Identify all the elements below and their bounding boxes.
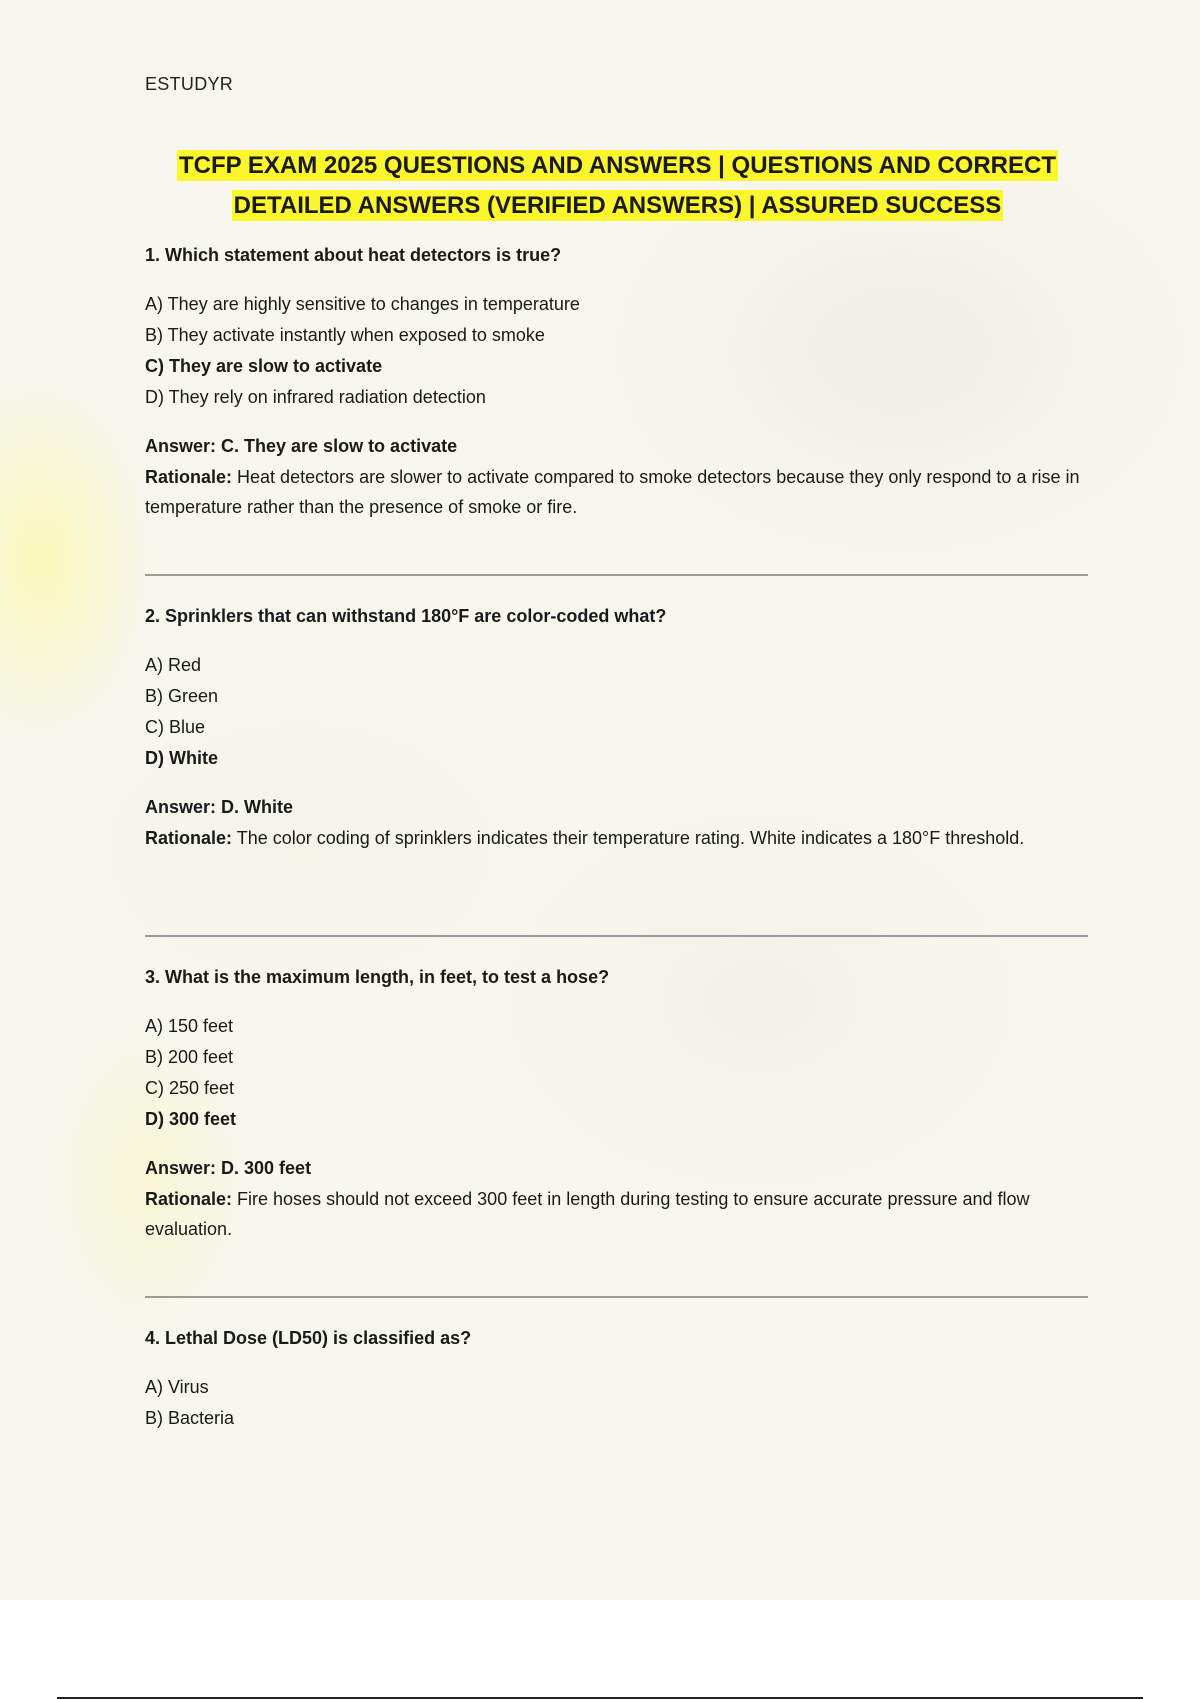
question-title: 1. Which statement about heat detectors is true? bbox=[145, 245, 562, 265]
rationale-label: Rationale: bbox=[145, 828, 233, 848]
option-b: B) 200 feet bbox=[145, 1047, 234, 1067]
option-c: C) Blue bbox=[145, 717, 206, 737]
rationale-text: The color coding of sprinklers indicates their temperature rating. White indicates a 180°F threshold. bbox=[236, 828, 1025, 848]
title-line-2: DETAILED ANSWERS (VERIFIED ANSWERS) | ASSURED SUCCESS bbox=[233, 192, 1002, 219]
answer-line: Answer: D. White bbox=[145, 797, 294, 817]
brand-label: ESTUDYR bbox=[145, 74, 234, 94]
option-b: B) They activate instantly when exposed to smoke bbox=[145, 325, 545, 345]
title-line-1: TCFP EXAM 2025 QUESTIONS AND ANSWERS | QUESTIONS AND CORRECT bbox=[178, 152, 1057, 179]
rationale-text: Heat detectors are slower to activate compared to smoke detectors because they only respond to a rise in temperature rather than the presence of smoke or fire. bbox=[145, 467, 1080, 517]
option-a: A) Red bbox=[145, 655, 202, 675]
rationale-text: Fire hoses should not exceed 300 feet in length during testing to ensure accurate pressure and flow evaluation. bbox=[145, 1189, 1030, 1239]
option-c: C) 250 feet bbox=[145, 1078, 235, 1098]
question-title: 4. Lethal Dose (LD50) is classified as? bbox=[145, 1328, 472, 1348]
option-c-correct: C) They are slow to activate bbox=[145, 356, 383, 376]
question-3 bbox=[145, 967, 1090, 1244]
page-bottom-margin bbox=[0, 1600, 1200, 1700]
option-a: A) 150 feet bbox=[145, 1016, 234, 1036]
section-divider bbox=[145, 574, 1088, 576]
rationale bbox=[145, 1184, 1085, 1244]
answer-line: Answer: C. They are slow to activate bbox=[145, 436, 458, 456]
question-1 bbox=[145, 245, 1090, 522]
option-d-correct: D) White bbox=[145, 748, 218, 768]
document-title bbox=[145, 146, 1090, 226]
rationale bbox=[145, 462, 1085, 522]
option-a: A) They are highly sensitive to changes in temperature bbox=[145, 294, 580, 314]
section-divider bbox=[145, 935, 1088, 937]
rationale-label: Rationale: bbox=[145, 467, 233, 487]
option-b: B) Bacteria bbox=[145, 1408, 235, 1428]
rationale bbox=[145, 823, 1085, 853]
option-a: A) Virus bbox=[145, 1377, 209, 1397]
option-d: D) They rely on infrared radiation detection bbox=[145, 387, 486, 407]
question-4 bbox=[145, 1328, 1090, 1434]
option-b: B) Green bbox=[145, 686, 219, 706]
rationale-label: Rationale: bbox=[145, 1189, 233, 1209]
section-divider bbox=[145, 1296, 1088, 1298]
footer-rule bbox=[57, 1697, 1143, 1699]
question-title: 2. Sprinklers that can withstand 180°F are color-coded what? bbox=[145, 606, 667, 626]
option-d-correct: D) 300 feet bbox=[145, 1109, 237, 1129]
question-2 bbox=[145, 606, 1090, 853]
question-title: 3. What is the maximum length, in feet, to test a hose? bbox=[145, 967, 610, 987]
answer-line: Answer: D. 300 feet bbox=[145, 1158, 312, 1178]
